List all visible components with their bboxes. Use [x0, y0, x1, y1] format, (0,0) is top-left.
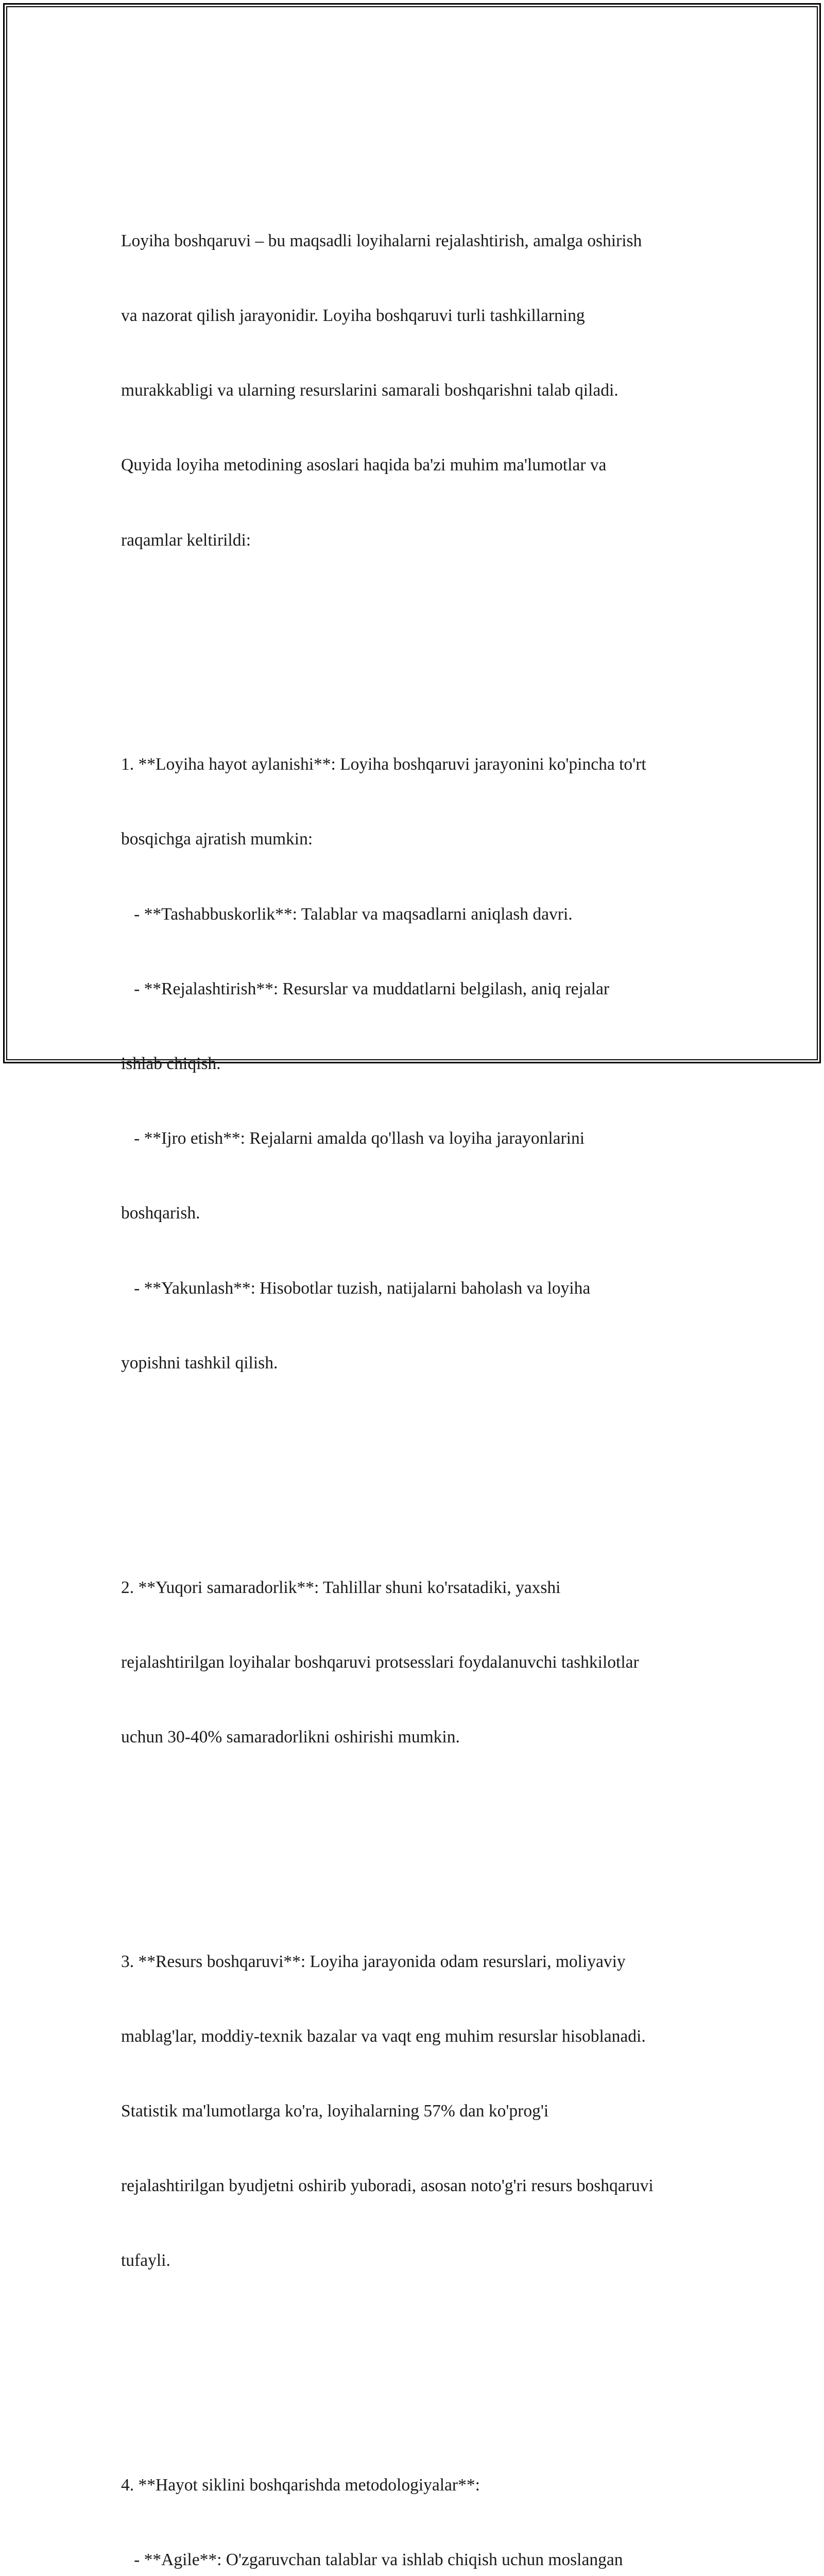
text-line: Quyida loyiha metodining asoslari haqida ba'zi muhim ma'lumotlar va: [121, 455, 607, 475]
section-4-methodologies: [121, 2423, 713, 2576]
text-line: va nazorat qilish jarayonidir. Loyiha boshqaruvi turli tashkillarning: [121, 306, 585, 325]
section-2-efficiency: [121, 1526, 713, 1800]
text-line: rejalashtirilgan byudjetni oshirib yuboradi, asosan noto'g'ri resurs boshqaruvi: [121, 2176, 654, 2196]
text-line: - **Yakunlash**: Hisobotlar tuzish, natijalarni baholash va loyiha: [121, 1278, 591, 1298]
text-line: Loyiha boshqaruvi – bu maqsadli loyihalarni rejalashtirish, amalga oshirish: [121, 231, 642, 250]
text-line: boshqarish.: [121, 1204, 200, 1223]
text-line: 3. **Resurs boshqaruvi**: Loyiha jarayonida odam resurslari, moliyaviy: [121, 1952, 626, 1971]
text-line: tufayli.: [121, 2251, 170, 2270]
section-1-lifecycle: [121, 702, 713, 1426]
text-line: raqamlar keltirildi:: [121, 530, 251, 550]
text-line: - **Rejalashtirish**: Resurslar va muddatlarni belgilash, aniq rejalar: [121, 979, 609, 998]
text-line: Statistik ma'lumotlarga ko'ra, loyihalarning 57% dan ko'prog'i: [121, 2102, 549, 2121]
text-line: yopishni tashkil qilish.: [121, 1353, 278, 1372]
text-line: murakkabligi va ularning resurslarini samarali boshqarishni talab qiladi.: [121, 381, 619, 400]
text-line: 1. **Loyiha hayot aylanishi**: Loyiha boshqaruvi jarayonini ko'pincha to'rt: [121, 755, 646, 774]
text-line: 2. **Yuqori samaradorlik**: Tahlillar shuni ko'rsatadiki, yaxshi: [121, 1578, 561, 1597]
text-line: bosqichga ajratish mumkin:: [121, 829, 313, 849]
document-body: [121, 129, 713, 2576]
text-line: - **Agile**: O'zgaruvchan talablar va ishlab chiqish uchun moslangan: [121, 2550, 623, 2570]
text-line: - **Ijro etish**: Rejalarni amalda qo'llash va loyiha jarayonlarini: [121, 1129, 585, 1148]
text-line: 4. **Hayot siklini boshqarishda metodologiyalar**:: [121, 2476, 480, 2495]
text-line: - **Tashabbuskorlik**: Talablar va maqsadlarni aniqlash davri.: [121, 904, 573, 924]
text-line: ishlab chiqish.: [121, 1054, 221, 1074]
text-line: rejalashtirilgan loyihalar boshqaruvi protsesslari foydalanuvchi tashkilotlar: [121, 1652, 639, 1672]
text-line: uchun 30-40% samaradorlikni oshirishi mumkin.: [121, 1727, 460, 1747]
text-line: mablag'lar, moddiy-texnik bazalar va vaqt eng muhim resurslar hisoblanadi.: [121, 2026, 646, 2046]
intro-paragraph: [121, 179, 713, 603]
section-3-resources: [121, 1900, 713, 2324]
